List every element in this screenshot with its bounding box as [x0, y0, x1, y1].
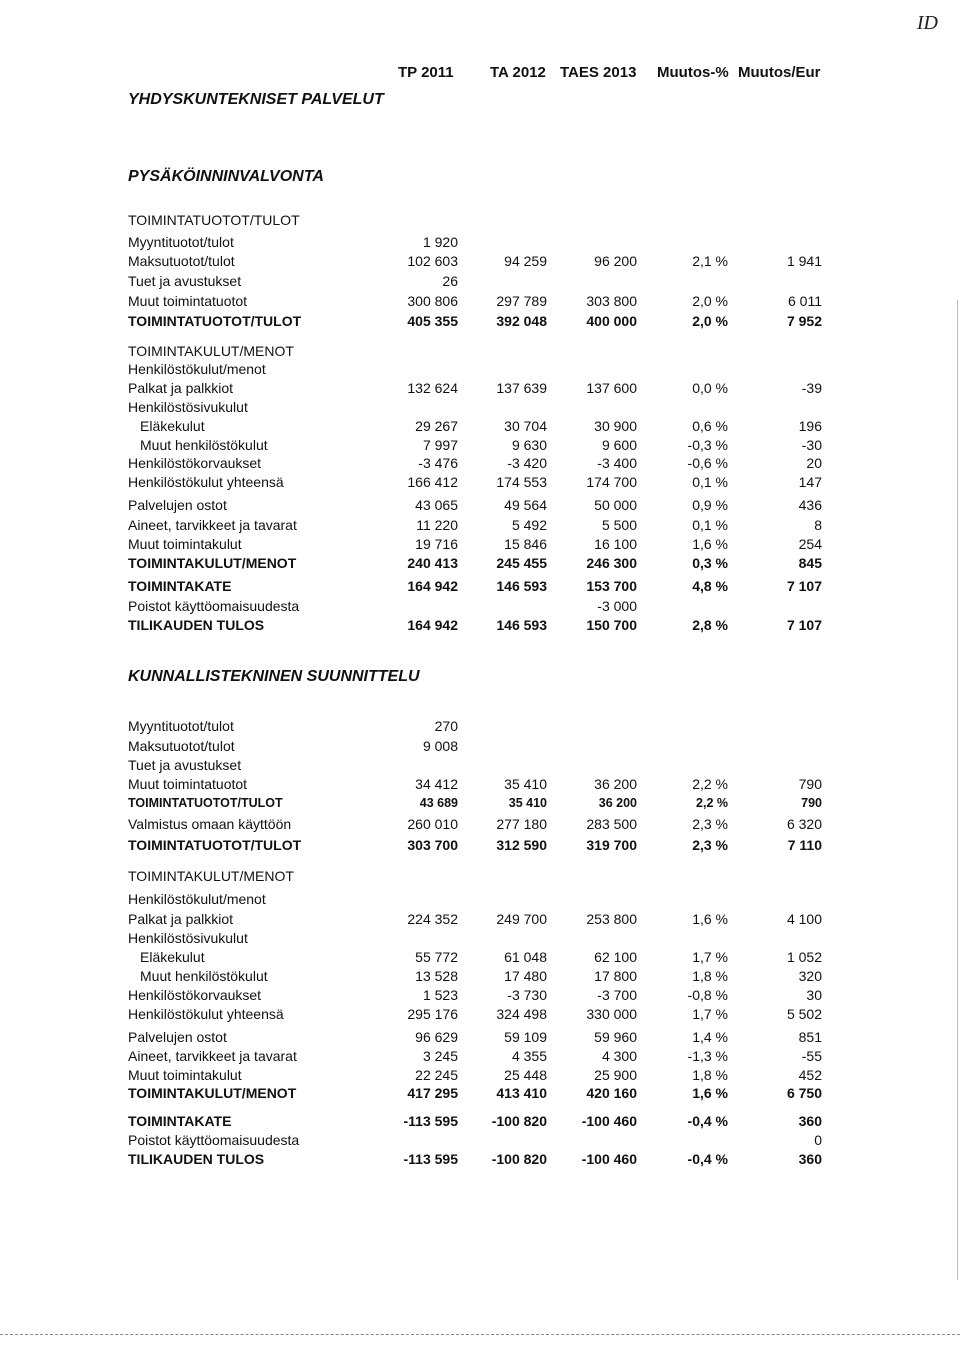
row-label: Henkilöstökulut yhteensä	[128, 474, 284, 490]
cell-muutos-eur: 845	[798, 555, 822, 571]
cell-muutos-pct: 2,1 %	[692, 253, 728, 269]
cell-taes2013: 16 100	[594, 536, 637, 552]
cell-muutos-eur: 4 100	[786, 911, 822, 927]
cell-tp2011: 34 412	[415, 776, 458, 792]
kunnallistekninen-table-row	[0, 1132, 960, 1150]
kunnallistekninen-table-row	[0, 930, 960, 948]
row-label: TOIMINTAKULUT/MENOT	[128, 555, 297, 571]
cell-muutos-pct: 4,8 %	[692, 578, 728, 594]
cell-taes2013: 9 600	[601, 437, 637, 453]
cell-taes2013: 319 700	[586, 837, 637, 853]
kunnallistekninen-table-row	[0, 968, 960, 986]
row-label: Tuet ja avustukset	[128, 757, 242, 773]
cell-ta2012: 324 498	[496, 1006, 547, 1022]
cell-tp2011: -113 595	[403, 1151, 458, 1167]
cell-tp2011: 55 772	[415, 949, 458, 965]
cell-taes2013: 400 000	[586, 313, 637, 329]
cell-taes2013: 59 960	[594, 1029, 637, 1045]
kunnallistekninen-table-row	[0, 911, 960, 929]
cell-muutos-eur: 7 107	[786, 578, 822, 594]
row-label: Myyntituotot/tulot	[128, 718, 234, 734]
pysakoinninvalvonta-table-row	[0, 517, 960, 535]
cell-muutos-eur: 5 502	[786, 1006, 822, 1022]
row-label: Henkilöstösivukulut	[128, 930, 248, 946]
cell-muutos-pct: 2,0 %	[692, 293, 728, 309]
cell-ta2012: -3 730	[507, 987, 547, 1003]
cell-ta2012: 137 639	[496, 380, 547, 396]
row-label: TOIMINTATUOTOT/TULOT	[128, 837, 302, 853]
cell-muutos-pct: 1,4 %	[692, 1029, 728, 1045]
row-label: TOIMINTAKATE	[128, 1113, 232, 1129]
row-label: Palvelujen ostot	[128, 1029, 227, 1045]
row-label: Eläkekulut	[140, 949, 205, 965]
cell-tp2011: 43 065	[415, 497, 458, 513]
cell-taes2013: 4 300	[601, 1048, 637, 1064]
cell-ta2012: 297 789	[496, 293, 547, 309]
cell-ta2012: 9 630	[511, 437, 547, 453]
cell-muutos-eur: 1 941	[786, 253, 822, 269]
cell-muutos-pct: 2,3 %	[692, 837, 728, 853]
cell-taes2013: 303 800	[586, 293, 637, 309]
cell-taes2013: 330 000	[586, 1006, 637, 1022]
cell-tp2011: 1 920	[422, 234, 458, 250]
kunnallistekninen-table-row	[0, 776, 960, 794]
pysakoinninvalvonta-table-row	[0, 497, 960, 515]
kunnallistekninen-table-row	[0, 1048, 960, 1066]
cell-taes2013: 62 100	[594, 949, 637, 965]
row-label: Tuet ja avustukset	[128, 273, 242, 289]
cell-muutos-eur: 0	[814, 1132, 822, 1148]
cell-muutos-eur: 196	[798, 418, 822, 434]
pysakoinninvalvonta-table-row	[0, 455, 960, 473]
cell-tp2011: 300 806	[407, 293, 458, 309]
cell-muutos-eur: -39	[801, 380, 822, 396]
cell-ta2012: 312 590	[496, 837, 547, 853]
cell-ta2012: 146 593	[496, 617, 547, 633]
cell-muutos-eur: 20	[806, 455, 822, 471]
cell-muutos-pct: 0,9 %	[692, 497, 728, 513]
kunnallistekninen-table-row	[0, 1029, 960, 1047]
row-label: TOIMINTATUOTOT/TULOT	[128, 313, 302, 329]
kunnallistekninen-table-row	[0, 987, 960, 1005]
cell-muutos-pct: 0,3 %	[692, 555, 728, 571]
kunnallistekninen-table-row	[0, 891, 960, 909]
row-label: Poistot käyttöomaisuudesta	[128, 598, 300, 614]
row-label: TILIKAUDEN TULOS	[128, 1151, 265, 1167]
cell-muutos-pct: 1,7 %	[692, 1006, 728, 1022]
cell-muutos-pct: -0,8 %	[687, 987, 728, 1003]
pysakoinninvalvonta-table-row	[0, 361, 960, 379]
pysakoinninvalvonta-table-row	[0, 578, 960, 596]
cell-muutos-pct: 1,8 %	[692, 968, 728, 984]
cell-taes2013: -3 000	[597, 598, 637, 614]
cell-taes2013: 5 500	[601, 517, 637, 533]
cell-muutos-eur: 790	[798, 776, 822, 792]
pysakoinninvalvonta-table-row	[0, 343, 960, 361]
cell-ta2012: 5 492	[511, 517, 547, 533]
cell-tp2011: 29 267	[415, 418, 458, 434]
cell-taes2013: 174 700	[586, 474, 637, 490]
cell-tp2011: 11 220	[416, 517, 458, 533]
cell-ta2012: 174 553	[496, 474, 547, 490]
cell-muutos-pct: 2,8 %	[692, 617, 728, 633]
row-label: Maksutuotot/tulot	[128, 253, 235, 269]
kunnallistekninen-table-row	[0, 757, 960, 775]
row-label: TOIMINTAKULUT/MENOT	[128, 1085, 297, 1101]
cell-tp2011: 26	[442, 273, 458, 289]
cell-ta2012: 392 048	[496, 313, 547, 329]
cell-tp2011: 19 716	[415, 536, 458, 552]
cell-tp2011: 405 355	[407, 313, 458, 329]
row-label: Henkilöstökulut/menot	[128, 891, 266, 907]
cell-ta2012: 25 448	[504, 1067, 547, 1083]
row-label: Myyntituotot/tulot	[128, 234, 234, 250]
cell-taes2013: 283 500	[586, 816, 637, 832]
kunnallistekninen-table-row	[0, 1067, 960, 1085]
row-label: Palkat ja palkkiot	[128, 380, 234, 396]
pysakoinninvalvonta-table-row	[0, 598, 960, 616]
row-label: Muut toimintakulut	[128, 1067, 242, 1083]
cell-taes2013: 137 600	[586, 380, 637, 396]
cell-ta2012: 249 700	[496, 911, 547, 927]
cell-muutos-eur: 360	[798, 1151, 822, 1167]
cell-tp2011: 164 942	[407, 578, 458, 594]
cell-ta2012: 49 564	[504, 497, 547, 513]
cell-tp2011: 132 624	[407, 380, 458, 396]
cell-tp2011: -113 595	[403, 1113, 458, 1129]
row-label: Muut toimintatuotot	[128, 776, 248, 792]
row-label: TOIMINTAKULUT/MENOT	[128, 343, 294, 359]
row-label: Henkilöstökorvaukset	[128, 455, 262, 471]
row-label: Palvelujen ostot	[128, 497, 227, 513]
cell-muutos-eur: 7 107	[786, 617, 822, 633]
cell-ta2012: 17 480	[504, 968, 547, 984]
cell-tp2011: 240 413	[407, 555, 458, 571]
cell-muutos-pct: 2,0 %	[692, 313, 728, 329]
cell-taes2013: -100 460	[581, 1113, 637, 1129]
cell-taes2013: 50 000	[594, 497, 637, 513]
cell-muutos-pct: -0,6 %	[687, 455, 728, 471]
column-header-muutos-pct: Muutos-%	[657, 64, 729, 81]
cell-muutos-pct: 2,2 %	[692, 776, 728, 792]
cell-ta2012: -100 820	[491, 1113, 547, 1129]
pysakoinninvalvonta-table-row	[0, 380, 960, 398]
pysakoinninvalvonta-table-row	[0, 212, 960, 230]
cell-muutos-eur: 6 320	[786, 816, 822, 832]
row-label: Muut toimintatuotot	[128, 293, 248, 309]
cell-taes2013: 17 800	[594, 968, 637, 984]
cell-taes2013: 36 200	[598, 796, 637, 810]
kunnallistekninen-table-row	[0, 1006, 960, 1024]
cell-taes2013: 420 160	[586, 1085, 637, 1101]
cell-ta2012: -100 820	[491, 1151, 547, 1167]
cell-taes2013: 36 200	[594, 776, 637, 792]
cell-taes2013: -3 700	[597, 987, 637, 1003]
pysakoinninvalvonta-table-row	[0, 555, 960, 573]
row-label: Henkilöstökorvaukset	[128, 987, 262, 1003]
cell-tp2011: 9 008	[422, 738, 458, 754]
cell-taes2013: 25 900	[594, 1067, 637, 1083]
kunnallistekninen-table-row	[0, 837, 960, 855]
cell-muutos-eur: -30	[801, 437, 822, 453]
cell-tp2011: 22 245	[415, 1067, 458, 1083]
column-header-taes2013: TAES 2013	[560, 64, 637, 81]
cell-muutos-pct: 1,6 %	[692, 536, 728, 552]
cell-muutos-eur: 30	[806, 987, 822, 1003]
cell-muutos-eur: 360	[798, 1113, 822, 1129]
cell-ta2012: 245 455	[496, 555, 547, 571]
cell-muutos-pct: 1,6 %	[692, 911, 728, 927]
cell-ta2012: 59 109	[504, 1029, 547, 1045]
page-bottom-rule	[0, 1334, 960, 1335]
cell-taes2013: 150 700	[586, 617, 637, 633]
row-label: Palkat ja palkkiot	[128, 911, 234, 927]
pysakoinninvalvonta-table-row	[0, 273, 960, 291]
cell-taes2013: -100 460	[581, 1151, 637, 1167]
cell-ta2012: -3 420	[507, 455, 547, 471]
pysakoinninvalvonta-table-row	[0, 313, 960, 331]
cell-taes2013: 30 900	[594, 418, 637, 434]
kunnallistekninen-table-row	[0, 718, 960, 736]
cell-ta2012: 4 355	[511, 1048, 547, 1064]
row-label: Poistot käyttöomaisuudesta	[128, 1132, 300, 1148]
scan-edge-line	[957, 300, 958, 1280]
kunnallistekninen-table-row	[0, 949, 960, 967]
cell-muutos-eur: -55	[801, 1048, 822, 1064]
row-label: Eläkekulut	[140, 418, 205, 434]
cell-muutos-pct: -1,3 %	[687, 1048, 728, 1064]
cell-muutos-eur: 452	[798, 1067, 822, 1083]
row-label: Maksutuotot/tulot	[128, 738, 235, 754]
column-header-muutos-eur: Muutos/Eur	[738, 64, 821, 81]
cell-tp2011: 43 689	[419, 796, 458, 810]
cell-ta2012: 35 410	[504, 776, 547, 792]
kunnallistekninen-table-row	[0, 1113, 960, 1131]
row-label: Aineet, tarvikkeet ja tavarat	[128, 1048, 297, 1064]
cell-muutos-eur: 7 952	[786, 313, 822, 329]
row-label: Henkilöstökulut yhteensä	[128, 1006, 284, 1022]
cell-muutos-eur: 6 011	[788, 293, 822, 309]
cell-muutos-eur: 7 110	[787, 837, 822, 853]
cell-tp2011: 260 010	[407, 816, 458, 832]
pysakoinninvalvonta-table-row	[0, 474, 960, 492]
cell-muutos-pct: -0,4 %	[687, 1151, 728, 1167]
cell-tp2011: 13 528	[415, 968, 458, 984]
cell-muutos-pct: 0,0 %	[692, 380, 728, 396]
kunnallistekninen-table-row	[0, 1151, 960, 1169]
pysakoinninvalvonta-table-row	[0, 536, 960, 554]
column-header-tp2011: TP 2011	[398, 64, 454, 81]
cell-muutos-pct: 2,3 %	[692, 816, 728, 832]
cell-tp2011: 1 523	[422, 987, 458, 1003]
cell-tp2011: 166 412	[407, 474, 458, 490]
cell-tp2011: 270	[434, 718, 458, 734]
cell-muutos-pct: 0,1 %	[692, 474, 728, 490]
cell-tp2011: 96 629	[415, 1029, 458, 1045]
cell-muutos-eur: 8	[814, 517, 822, 533]
cell-muutos-eur: 436	[798, 497, 822, 513]
section-title-kunnallistekninen-suunnittelu: KUNNALLISTEKNINEN SUUNNITTELU	[128, 668, 420, 685]
cell-taes2013: 153 700	[586, 578, 637, 594]
row-label: Muut toimintakulut	[128, 536, 242, 552]
cell-tp2011: 102 603	[407, 253, 458, 269]
row-label: TOIMINTATUOTOT/TULOT	[128, 796, 283, 810]
cell-muutos-eur: 6 750	[786, 1085, 822, 1101]
cell-muutos-eur: 320	[798, 968, 822, 984]
cell-tp2011: 417 295	[407, 1085, 458, 1101]
kunnallistekninen-table-row	[0, 738, 960, 756]
cell-ta2012: 413 410	[496, 1085, 547, 1101]
row-label: Henkilöstösivukulut	[128, 399, 248, 415]
cell-tp2011: 3 245	[422, 1048, 458, 1064]
cell-taes2013: 96 200	[594, 253, 637, 269]
cell-taes2013: 246 300	[586, 555, 637, 571]
kunnallistekninen-table-row	[0, 868, 960, 886]
pysakoinninvalvonta-table-row	[0, 293, 960, 311]
cell-tp2011: 224 352	[407, 911, 458, 927]
pysakoinninvalvonta-table-row	[0, 399, 960, 417]
pysakoinninvalvonta-table-row	[0, 437, 960, 455]
cell-tp2011: 295 176	[407, 1006, 458, 1022]
cell-muutos-eur: 1 052	[786, 949, 822, 965]
cell-muutos-pct: 1,6 %	[692, 1085, 728, 1101]
pysakoinninvalvonta-table-row	[0, 253, 960, 271]
row-label: TOIMINTATUOTOT/TULOT	[128, 212, 300, 228]
cell-muutos-pct: 1,8 %	[692, 1067, 728, 1083]
cell-ta2012: 146 593	[496, 578, 547, 594]
row-label: Valmistus omaan käyttöön	[128, 816, 292, 832]
cell-muutos-pct: -0,4 %	[687, 1113, 728, 1129]
cell-ta2012: 35 410	[508, 796, 547, 810]
cell-ta2012: 94 259	[504, 253, 547, 269]
cell-tp2011: 164 942	[407, 617, 458, 633]
pysakoinninvalvonta-table-row	[0, 234, 960, 252]
row-label: TOIMINTAKATE	[128, 578, 232, 594]
cell-ta2012: 15 846	[504, 536, 547, 552]
cell-muutos-pct: 0,6 %	[692, 418, 728, 434]
cell-muutos-eur: 254	[798, 536, 822, 552]
cell-ta2012: 277 180	[496, 816, 547, 832]
column-header-ta2012: TA 2012	[490, 64, 546, 81]
cell-muutos-eur: 790	[801, 796, 822, 810]
section-title-pysakoinninvalvonta: PYSÄKÖINNINVALVONTA	[128, 168, 324, 185]
cell-muutos-eur: 147	[798, 474, 822, 490]
pysakoinninvalvonta-table-row	[0, 617, 960, 635]
cell-taes2013: 253 800	[586, 911, 637, 927]
kunnallistekninen-table-row	[0, 816, 960, 834]
cell-tp2011: 303 700	[407, 837, 458, 853]
row-label: Aineet, tarvikkeet ja tavarat	[128, 517, 297, 533]
pysakoinninvalvonta-table-row	[0, 418, 960, 436]
cell-ta2012: 30 704	[504, 418, 547, 434]
cell-muutos-pct: 0,1 %	[692, 517, 728, 533]
cell-ta2012: 61 048	[504, 949, 547, 965]
document-title: YHDYSKUNTEKNISET PALVELUT	[128, 91, 384, 108]
row-label: TOIMINTAKULUT/MENOT	[128, 868, 294, 884]
row-label: Muut henkilöstökulut	[140, 437, 268, 453]
cell-taes2013: -3 400	[597, 455, 637, 471]
page-number-mark: ID	[916, 12, 938, 34]
cell-muutos-pct: -0,3 %	[687, 437, 728, 453]
kunnallistekninen-table-row	[0, 1085, 960, 1103]
cell-tp2011: 7 997	[422, 437, 458, 453]
cell-muutos-pct: 2,2 %	[696, 796, 728, 810]
cell-muutos-eur: 851	[798, 1029, 822, 1045]
cell-muutos-pct: 1,7 %	[692, 949, 728, 965]
row-label: TILIKAUDEN TULOS	[128, 617, 265, 633]
kunnallistekninen-table-row	[0, 796, 960, 814]
row-label: Muut henkilöstökulut	[140, 968, 268, 984]
cell-tp2011: -3 476	[418, 455, 458, 471]
row-label: Henkilöstökulut/menot	[128, 361, 266, 377]
